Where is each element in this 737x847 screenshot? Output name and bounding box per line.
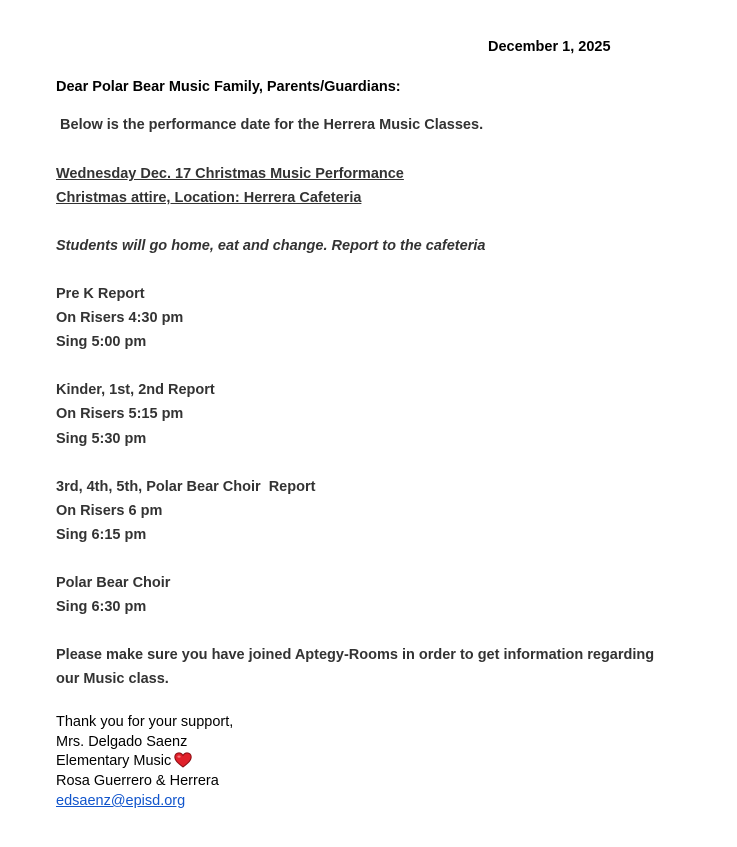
schedule-group-choir: Polar Bear Choir xyxy=(56,575,171,591)
signature-role-line xyxy=(56,752,192,773)
schedule-risers-prek: On Risers 4:30 pm xyxy=(56,310,184,326)
schedule-sing-prek: Sing 5:00 pm xyxy=(56,334,147,350)
signature-role: Elementary Music xyxy=(56,753,172,769)
signature-schools: Rosa Guerrero & Herrera xyxy=(56,773,219,789)
schedule-risers-kinder: On Risers 5:15 pm xyxy=(56,406,184,422)
schedule-risers-upper: On Risers 6 pm xyxy=(56,503,163,519)
schedule-sing-upper: Sing 6:15 pm xyxy=(56,527,147,543)
schedule-group-upper: 3rd, 4th, 5th, Polar Bear Choir Report xyxy=(56,479,316,495)
reminder-line-2: our Music class. xyxy=(56,671,169,687)
schedule-sing-choir: Sing 6:30 pm xyxy=(56,599,147,615)
signature-name: Mrs. Delgado Saenz xyxy=(56,734,188,750)
intro-text: Below is the performance date for the Herrera Music Classes. xyxy=(56,117,484,133)
reminder-line-1: Please make sure you have joined Aptegy-Rooms in order to get information regarding xyxy=(56,647,655,663)
heart-icon xyxy=(174,752,192,773)
signature-email-line xyxy=(56,792,185,810)
schedule-group-prek: Pre K Report xyxy=(56,286,145,302)
schedule-group-kinder: Kinder, 1st, 2nd Report xyxy=(56,382,215,398)
schedule-sing-kinder: Sing 5:30 pm xyxy=(56,431,147,447)
student-note: Students will go home, eat and change. Report to the cafeteria xyxy=(56,238,486,254)
email-link[interactable]: edsaenz@episd.org xyxy=(56,793,186,809)
event-location: Christmas attire, Location: Herrera Cafeteria xyxy=(56,190,362,206)
letter-date: December 1, 2025 xyxy=(488,39,611,55)
salutation: Dear Polar Bear Music Family, Parents/Guardians: xyxy=(56,79,401,95)
event-title: Wednesday Dec. 17 Christmas Music Performance xyxy=(56,166,404,182)
closing-thanks: Thank you for your support, xyxy=(56,714,234,730)
